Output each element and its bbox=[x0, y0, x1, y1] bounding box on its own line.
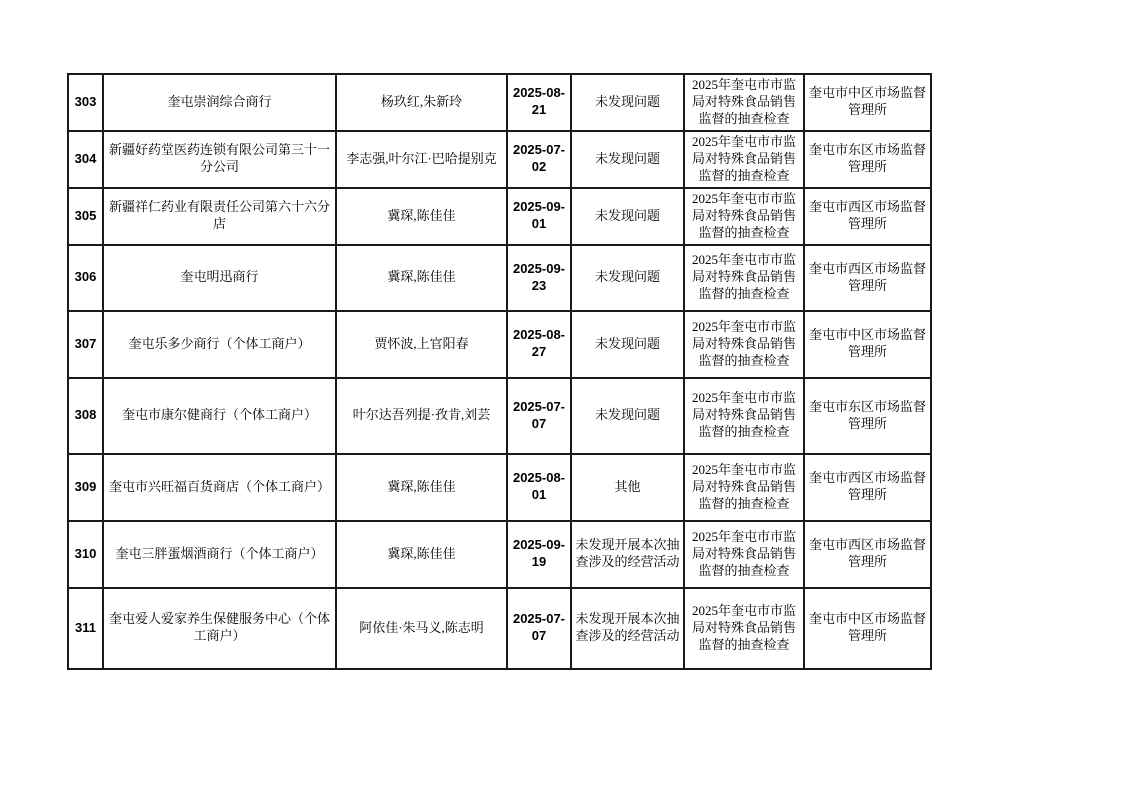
table-row bbox=[68, 74, 931, 131]
task-name-cell: 2025年奎屯市市监局对特殊食品销售监督的抽查检查 bbox=[684, 74, 804, 131]
result-cell: 未发现开展本次抽查涉及的经营活动 bbox=[571, 521, 684, 588]
office-cell: 奎屯市东区市场监督管理所 bbox=[804, 131, 931, 188]
inspectors-cell: 冀琛,陈佳佳 bbox=[336, 245, 507, 311]
task-name-cell: 2025年奎屯市市监局对特殊食品销售监督的抽查检查 bbox=[684, 188, 804, 245]
row-number-cell: 307 bbox=[68, 311, 103, 378]
company-name-cell: 奎屯市兴旺福百货商店（个体工商户） bbox=[103, 454, 336, 521]
company-name-cell: 奎屯崇润综合商行 bbox=[103, 74, 336, 131]
inspection-table-body bbox=[68, 74, 931, 669]
check-date-cell: 2025-09-01 bbox=[507, 188, 571, 245]
inspectors-cell: 冀琛,陈佳佳 bbox=[336, 521, 507, 588]
row-number-cell: 309 bbox=[68, 454, 103, 521]
table-row bbox=[68, 131, 931, 188]
task-name-cell: 2025年奎屯市市监局对特殊食品销售监督的抽查检查 bbox=[684, 378, 804, 454]
company-name-cell: 奎屯爱人爱家养生保健服务中心（个体工商户） bbox=[103, 588, 336, 669]
company-name-cell: 奎屯乐多少商行（个体工商户） bbox=[103, 311, 336, 378]
result-cell: 其他 bbox=[571, 454, 684, 521]
company-name-cell: 奎屯三胖蛋烟酒商行（个体工商户） bbox=[103, 521, 336, 588]
table-row bbox=[68, 521, 931, 588]
table-row bbox=[68, 588, 931, 669]
row-number-cell: 305 bbox=[68, 188, 103, 245]
check-date-cell: 2025-08-27 bbox=[507, 311, 571, 378]
task-name-cell: 2025年奎屯市市监局对特殊食品销售监督的抽查检查 bbox=[684, 311, 804, 378]
office-cell: 奎屯市中区市场监督管理所 bbox=[804, 74, 931, 131]
table-row bbox=[68, 311, 931, 378]
inspectors-cell: 叶尔达吾列提·孜肯,刘芸 bbox=[336, 378, 507, 454]
row-number-cell: 306 bbox=[68, 245, 103, 311]
check-date-cell: 2025-09-19 bbox=[507, 521, 571, 588]
row-number-cell: 304 bbox=[68, 131, 103, 188]
result-cell: 未发现问题 bbox=[571, 74, 684, 131]
row-number-cell: 311 bbox=[68, 588, 103, 669]
row-number-cell: 308 bbox=[68, 378, 103, 454]
table-row bbox=[68, 245, 931, 311]
task-name-cell: 2025年奎屯市市监局对特殊食品销售监督的抽查检查 bbox=[684, 454, 804, 521]
inspectors-cell: 冀琛,陈佳佳 bbox=[336, 188, 507, 245]
table-row bbox=[68, 378, 931, 454]
office-cell: 奎屯市西区市场监督管理所 bbox=[804, 521, 931, 588]
result-cell: 未发现问题 bbox=[571, 311, 684, 378]
task-name-cell: 2025年奎屯市市监局对特殊食品销售监督的抽查检查 bbox=[684, 131, 804, 188]
inspectors-cell: 阿依佳·朱马义,陈志明 bbox=[336, 588, 507, 669]
result-cell: 未发现开展本次抽查涉及的经营活动 bbox=[571, 588, 684, 669]
result-cell: 未发现问题 bbox=[571, 378, 684, 454]
inspectors-cell: 冀琛,陈佳佳 bbox=[336, 454, 507, 521]
result-cell: 未发现问题 bbox=[571, 245, 684, 311]
result-cell: 未发现问题 bbox=[571, 188, 684, 245]
check-date-cell: 2025-07-02 bbox=[507, 131, 571, 188]
office-cell: 奎屯市东区市场监督管理所 bbox=[804, 378, 931, 454]
inspectors-cell: 贾怀波,上官阳春 bbox=[336, 311, 507, 378]
table-row bbox=[68, 454, 931, 521]
row-number-cell: 303 bbox=[68, 74, 103, 131]
check-date-cell: 2025-08-21 bbox=[507, 74, 571, 131]
check-date-cell: 2025-09-23 bbox=[507, 245, 571, 311]
check-date-cell: 2025-07-07 bbox=[507, 378, 571, 454]
office-cell: 奎屯市西区市场监督管理所 bbox=[804, 188, 931, 245]
office-cell: 奎屯市中区市场监督管理所 bbox=[804, 311, 931, 378]
row-number-cell: 310 bbox=[68, 521, 103, 588]
inspection-results-table bbox=[67, 73, 932, 670]
inspectors-cell: 杨玖红,朱新玲 bbox=[336, 74, 507, 131]
check-date-cell: 2025-08-01 bbox=[507, 454, 571, 521]
task-name-cell: 2025年奎屯市市监局对特殊食品销售监督的抽查检查 bbox=[684, 521, 804, 588]
company-name-cell: 新疆好药堂医药连锁有限公司第三十一分公司 bbox=[103, 131, 336, 188]
company-name-cell: 新疆祥仁药业有限责任公司第六十六分店 bbox=[103, 188, 336, 245]
office-cell: 奎屯市西区市场监督管理所 bbox=[804, 245, 931, 311]
office-cell: 奎屯市中区市场监督管理所 bbox=[804, 588, 931, 669]
company-name-cell: 奎屯明迅商行 bbox=[103, 245, 336, 311]
inspectors-cell: 李志强,叶尔江·巴哈提别克 bbox=[336, 131, 507, 188]
result-cell: 未发现问题 bbox=[571, 131, 684, 188]
task-name-cell: 2025年奎屯市市监局对特殊食品销售监督的抽查检查 bbox=[684, 245, 804, 311]
check-date-cell: 2025-07-07 bbox=[507, 588, 571, 669]
table-row bbox=[68, 188, 931, 245]
task-name-cell: 2025年奎屯市市监局对特殊食品销售监督的抽查检查 bbox=[684, 588, 804, 669]
office-cell: 奎屯市西区市场监督管理所 bbox=[804, 454, 931, 521]
company-name-cell: 奎屯市康尔健商行（个体工商户） bbox=[103, 378, 336, 454]
